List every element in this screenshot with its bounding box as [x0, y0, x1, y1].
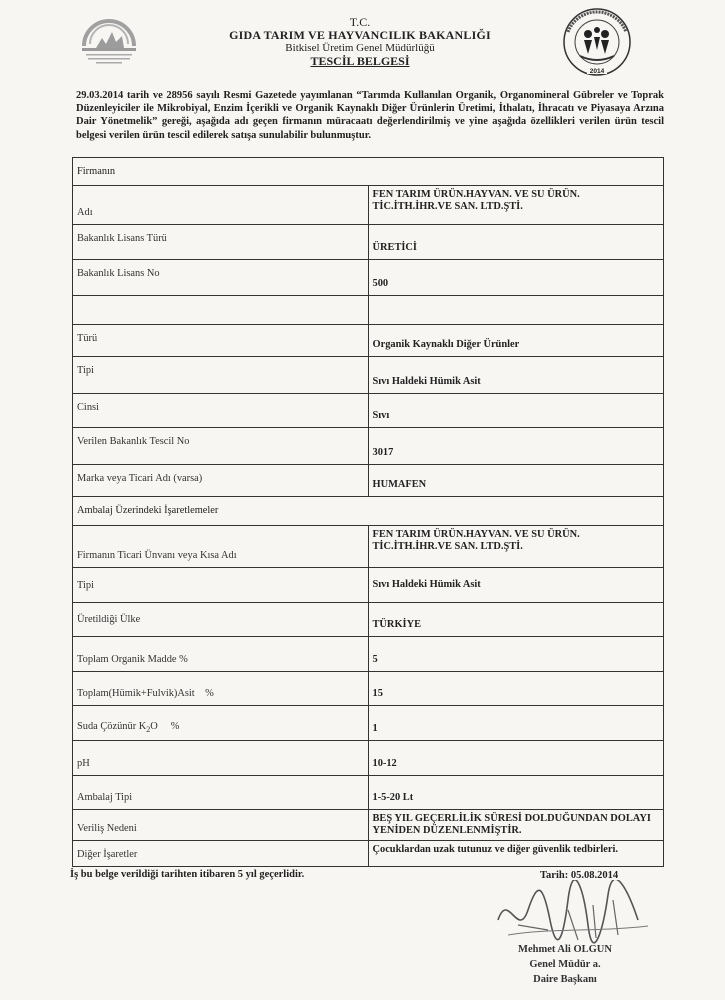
issue-date: Tarih: 05.08.2014 — [540, 870, 619, 881]
table-row — [73, 357, 664, 394]
firm-name-value: FEN TARIM ÜRÜN.HAYVAN. VE SU ÜRÜN. TİC.İTH.İHR.VE SAN. LTD.ŞTİ. — [368, 186, 664, 225]
reason-value: BEŞ YIL GEÇERLİLİK SÜRESİ DOLDUĞUNDAN DOLAYI YENİDEN DÜZENLENMİŞTİR. — [368, 810, 664, 840]
humic-fulvic-value: 15 — [368, 671, 664, 706]
intro-paragraph: 29.03.2014 tarih ve 28956 sayılı Resmi Gazetede yayımlanan “Tarımda Kullanılan Organik, Organomineral Gübreler ve Toprak Düzenleyiciler ile Mikrobiyal, Enzim İçerikli ve Organik Kaynaklı Diğer Ürünlerin Üretimi, İthalatı, İhracatı ve Piyasaya Arzına Dair Yönetmelik” gereği, aşağıda adı geçen firmanın müracaatı değerlendirilmiş ve yine aşağıda özellikleri verilen ürün tescil belgesi verilen ürün tescil edilerek satışa sunulabilir bulunmuştur. — [76, 90, 664, 141]
table-row — [73, 568, 664, 603]
reason-label: Veriliş Nedeni — [73, 810, 369, 840]
product-kind-label: Tipi — [73, 357, 369, 394]
product-type-value: Organik Kaynaklı Diğer Ürünler — [368, 324, 664, 357]
firm-title-label: Firmanın Ticari Ünvanı veya Kısa Adı — [73, 525, 369, 568]
firm-title-value: FEN TARIM ÜRÜN.HAYVAN. VE SU ÜRÜN. TİC.İTH.İHR.VE SAN. LTD.ŞTİ. — [368, 525, 664, 568]
k2o-label-post: O % — [150, 720, 180, 732]
license-type-label: Bakanlık Lisans Türü — [73, 225, 369, 260]
validity-note: İş bu belge verildiği tarihten itibaren 5 yıl geçerlidir. — [70, 869, 305, 880]
product-form-value: Sıvı — [368, 393, 664, 428]
package-kind-value: Sıvı Haldeki Hümik Asit — [368, 568, 664, 603]
signer-name: Mehmet Ali OLGUN — [518, 944, 612, 955]
table-row — [73, 525, 664, 568]
handwritten-signature — [488, 880, 658, 950]
product-type-label: Türü — [73, 324, 369, 357]
spacer-cell — [73, 296, 369, 324]
brand-label: Marka veya Ticari Adı (varsa) — [73, 464, 369, 497]
license-no-value: 500 — [368, 259, 664, 296]
document-title: TESCİL BELGESİ — [310, 54, 410, 68]
package-type-label: Ambalaj Tipi — [73, 775, 369, 810]
license-type-value: ÜRETİCİ — [368, 225, 664, 260]
table-row — [73, 393, 664, 428]
table-row — [73, 740, 664, 775]
organic-matter-label: Toplam Organik Madde % — [73, 637, 369, 672]
product-form-label: Cinsi — [73, 393, 369, 428]
firm-section-label: Firmanın — [73, 158, 664, 186]
packaging-section-label: Ambalaj Üzerindeki İşaretlemeler — [73, 497, 664, 525]
product-kind-value: Sıvı Haldeki Hümik Asit — [368, 357, 664, 394]
organic-matter-value: 5 — [368, 637, 664, 672]
k2o-label-pre: Suda Çözünür K — [77, 720, 147, 732]
signer-title: Genel Müdür a. — [529, 959, 601, 970]
family-farming-year-emblem — [558, 6, 636, 78]
firm-name-label: Adı — [73, 186, 369, 225]
ministry-name: GIDA TARIM VE HAYVANCILIK BAKANLIĞI — [229, 28, 491, 42]
brand-value: HUMAFEN — [368, 464, 664, 497]
k2o-label-sub: 2 — [146, 724, 151, 734]
table-row — [73, 428, 664, 465]
package-kind-label: Tipi — [73, 568, 369, 603]
ph-label: pH — [73, 740, 369, 775]
table-row — [73, 296, 664, 324]
general-directorate: Bitkisel Üretim Genel Müdürlüğü — [285, 42, 435, 54]
table-row — [73, 637, 664, 672]
table-row — [73, 464, 664, 497]
table-row — [73, 497, 664, 525]
other-marks-value: Çocuklardan uzak tutunuz ve diğer güvenlik tedbirleri. — [368, 840, 664, 867]
table-row — [73, 225, 664, 260]
table-row — [73, 706, 664, 741]
table-row — [73, 775, 664, 810]
table-row — [73, 158, 664, 186]
table-row — [73, 840, 664, 867]
registration-no-label: Verilen Bakanlık Tescil No — [73, 428, 369, 465]
license-no-label: Bakanlık Lisans No — [73, 259, 369, 296]
table-row — [73, 186, 664, 225]
registration-no-value: 3017 — [368, 428, 664, 465]
table-row — [73, 324, 664, 357]
k2o-label — [73, 706, 369, 741]
tc-label: T.C. — [349, 15, 371, 29]
humic-fulvic-label: Toplam(Hümik+Fulvik)Asit % — [73, 671, 369, 706]
ministry-logo — [76, 10, 142, 70]
other-marks-label: Diğer İşaretler — [73, 840, 369, 867]
signatory-block — [490, 942, 640, 987]
ph-value: 10-12 — [368, 740, 664, 775]
table-row — [73, 671, 664, 706]
document-header — [180, 16, 540, 68]
table-row — [73, 810, 664, 840]
registration-table — [72, 157, 664, 867]
table-row — [73, 259, 664, 296]
table-row — [73, 602, 664, 637]
country-value: TÜRKİYE — [368, 602, 664, 637]
spacer-cell — [368, 296, 664, 324]
package-type-value: 1-5-20 Lt — [368, 775, 664, 810]
k2o-value: 1 — [368, 706, 664, 741]
svg-text:2014: 2014 — [589, 68, 605, 75]
signer-department: Daire Başkanı — [533, 974, 597, 985]
country-label: Üretildiği Ülke — [73, 602, 369, 637]
